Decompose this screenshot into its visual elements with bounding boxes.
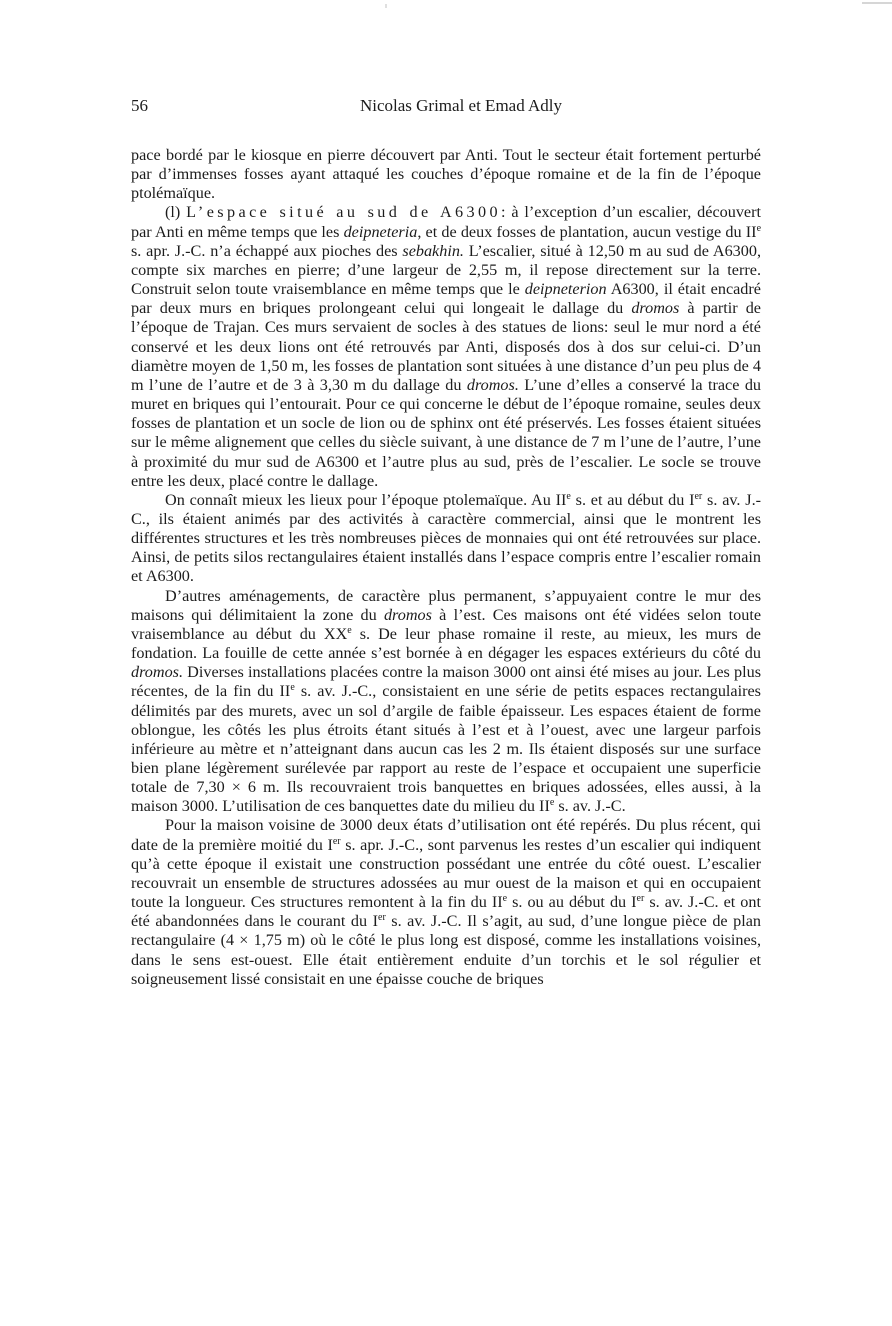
- section-heading: L’espace situé au sud de A6300: [186, 203, 502, 222]
- page-header: [131, 96, 761, 120]
- paragraph-5: [131, 816, 761, 988]
- body-text: [131, 146, 761, 989]
- text-run: pace bordé par le kiosque en pierre découvert par Anti. Tout le secteur était fortement perturbé par d’immenses fosses ayant attaqué les couches d’époque romaine et de la fin de l’époque ptolémaïque.: [131, 146, 761, 203]
- scan-speck: [385, 4, 387, 8]
- text-run: s. av. J.-C.: [554, 797, 626, 816]
- superscript: er: [332, 835, 341, 847]
- text-run: Pour la maison voisine de 3000 deux états d’utilisation ont été repérés. Du plus récent, qui date de la première moitié du I: [131, 816, 761, 854]
- text-run: , et de deux fosses de plantation, aucun vestige du II: [417, 222, 757, 241]
- text-run: s. apr. J.-C. n’a échappé aux pioches des: [131, 241, 403, 260]
- paragraph-3: [131, 491, 761, 587]
- superscript: er: [694, 490, 703, 502]
- paragraph-4: [131, 587, 761, 817]
- text-run: On connaît mieux les lieux pour l’époque ptolemaïque. Au II: [165, 490, 567, 509]
- text-run: à partir de l’époque de Trajan. Ces murs servaient de socles à des statues de lions: seul le mur nord a été conservé et les deux lions ont été retrouvés par Anti, disposés dos à dos sur celui-ci. D’un diamètre moyen de 1,50 m, les fosses de plantation sont situées à une distance d’un peu plus de 4 m l’une de l’autre et de 3 à 3,30 m du dallage du: [131, 299, 761, 394]
- text-run: A6300, il était encadré par deux murs en briques prolongeant celui qui longeait le dallage du: [131, 280, 761, 318]
- text-run: s. apr. J.-C., sont parvenus les restes d’un escalier qui indiquent qu’à cette époque il existait une construction possédant une entrée du côté ouest. L’escalier recouvrait un ensemble de structures adossées au mur ouest de la maison et qui en occupaient toute la longueur. Ces structures remontent à la fin du II: [131, 835, 761, 912]
- text-run: s. De leur phase romaine il reste, au mieux, les murs de fondation. La fouille de cette année s’est bornée à en dégager les espaces extérieurs du côté du: [131, 624, 761, 663]
- section-number: (l): [165, 203, 187, 222]
- italic-term: deipneterion: [524, 280, 607, 299]
- superscript: er: [636, 893, 645, 905]
- text-run: s. av. J.-C. et ont été abandonnées dans le courant du I: [131, 893, 761, 931]
- italic-term: dromos.: [131, 663, 184, 682]
- superscript: e: [566, 490, 571, 502]
- text-run: D’autres aménagements, de caractère plus permanent, s’appuyaient contre le mur des maisons qui délimitaient la zone du: [131, 586, 761, 624]
- text-run: à l’est. Ces maisons ont été vidées selon toute vraisemblance au début du XX: [131, 605, 761, 643]
- text-run: L’une d’elles a conservé la trace du muret en briques qui l’entourait. Pour ce qui concerne le début de l’époque romaine, seules deux fosses de plantation et un socle de lion ou de sphinx ont été préservés. Les fosses étaient situées sur le même alignement que celles du siècle suivant, à une distance de 7 m l’une de l’autre, l’une à proximité du mur sud de A6300 et l’autre plus au sud, près de l’escalier. Le socle se trouve entre les deux, placé contre le dallage.: [131, 375, 762, 490]
- text-run: : à l’exception d’un escalier, découvert par Anti en même temps que les: [131, 203, 761, 241]
- running-title: Nicolas Grimal et Emad Adly: [359, 96, 563, 115]
- text-run: Diverses installations placées contre la maison 3000 ont ainsi été mises au jour. Les plus récentes, de la fin du II: [131, 663, 761, 701]
- italic-term: dromos: [631, 299, 680, 318]
- superscript: e: [549, 797, 555, 809]
- text-run: s. av. J.-C., ils étaient animés par des activités à caractère commercial, ainsi que le montrent les différentes structures et les très nombreuses pièces de monnaies qui ont été retrouvées sur place. Ainsi, de petits silos rectangulaires étaient installés dans l’espace compris entre l’escalier romain et A6300.: [131, 490, 762, 586]
- text-run: s. av. J.-C. Il s’agit, au sud, d’une longue pièce de plan rectangulaire (4 × 1,75 m) où le côté le plus long est disposé, comme les installations voisines, dans le sens est-ouest. Elle était entièrement enduite d’un torchis et le sol régulier et soigneusement lissé consistait en une épaisse couche de briques: [131, 912, 761, 988]
- italic-term: deipneteria: [343, 222, 418, 241]
- text-run: L’escalier, situé à 12,50 m au sud de A6300, compte six marches en pierre; d’une largeur de 2,55 m, il repose directement sur la terre. Construit selon toute vraisemblance en même temps que le: [131, 241, 761, 299]
- italic-term: dromos.: [466, 375, 519, 394]
- italic-term: sebakhin.: [402, 241, 464, 260]
- page-number: 56: [131, 96, 148, 115]
- superscript: e: [347, 624, 352, 636]
- text-run: s. ou au début du I: [507, 893, 637, 912]
- text-run: s. et au début du I: [570, 490, 695, 509]
- superscript: e: [290, 682, 295, 694]
- scan-edge-mark: [862, 2, 892, 4]
- superscript: er: [378, 912, 386, 924]
- paragraph-2: [131, 203, 761, 490]
- superscript: e: [756, 222, 762, 234]
- text-run: s. av. J.-C., consistaient en une série de petits espaces rectangulaires délimités par des murets, avec un sol d’argile de faible épaisseur. Les espaces étaient de forme oblongue, les côtés les plus étroits étant situés à l’est et à l’ouest, avec une largeur parfois inférieure au mètre et n’atteignant dans aucun cas les 2 m. Ils étaient disposés sur une surface bien plane légèrement surélevée par rapport au reste de l’espace et occupaient une superficie totale de 7,30 × 6 m. Ils recouvraient trois banquettes en briques adossées, elles aussi, à la maison 3000. L’utilisation de ces banquettes date du milieu du II: [131, 682, 761, 816]
- italic-term: dromos: [383, 605, 432, 624]
- superscript: e: [502, 893, 508, 905]
- paragraph-1: [131, 146, 761, 203]
